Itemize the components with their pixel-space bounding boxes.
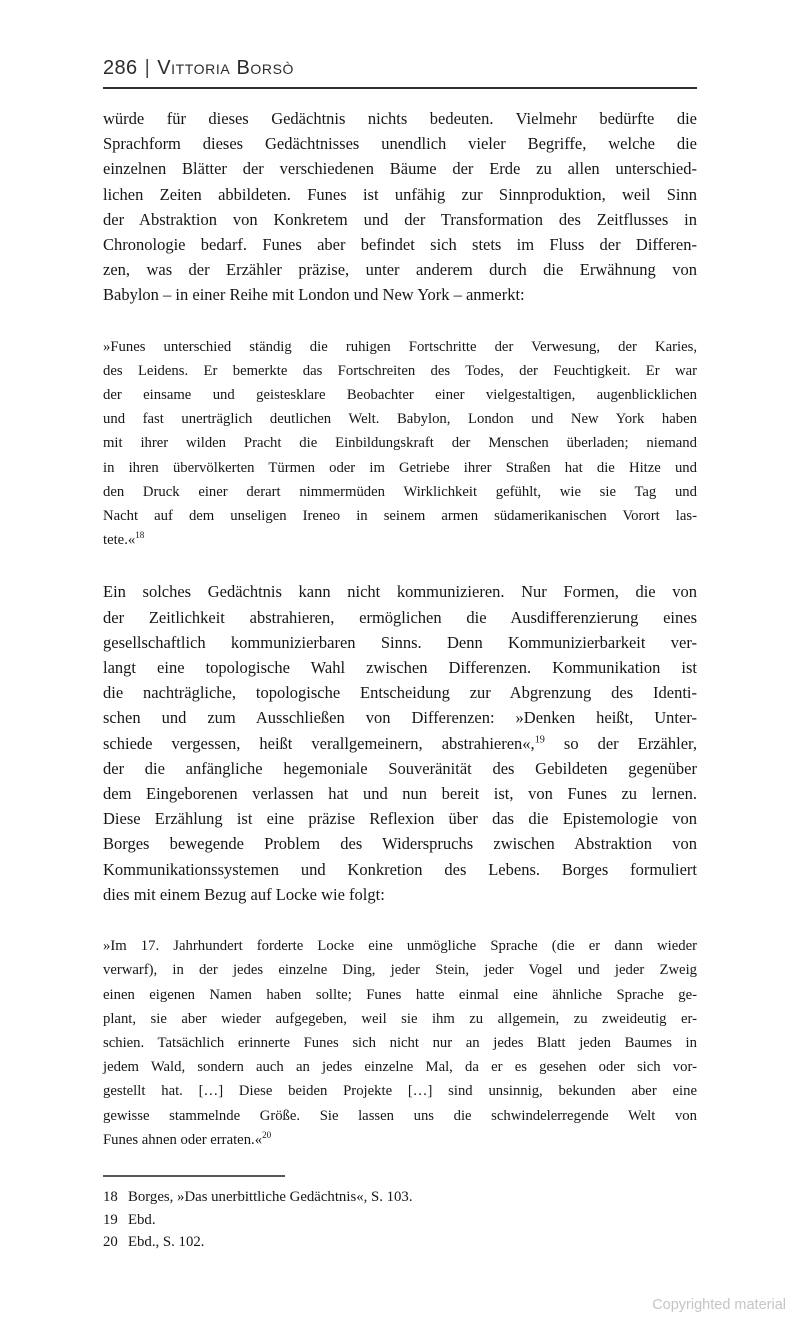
block-quote (103, 934, 697, 1152)
page-body (103, 106, 697, 1152)
text-line: die nachträgliche, topologische Entscheidung zur Abgrenzung des Identi- (103, 683, 697, 703)
footnote-number: 19 (103, 1211, 118, 1228)
text-line: langt eine topologische Wahl zwischen Differenzen. Kommunikation ist (103, 658, 697, 678)
header-rule (103, 87, 697, 89)
text-line: und fast unerträglich deutlichen Welt. Babylon, London und New York haben (103, 411, 697, 428)
text-line: Diese Erzählung ist eine präzise Reflexion über das die Epistemologie von (103, 809, 697, 829)
text-line: Borges bewegende Problem des Widerspruchs zwischen Abstraktion von (103, 834, 697, 854)
footnote-reference: 18 (135, 530, 145, 541)
text-line: »Im 17. Jahrhundert forderte Locke eine unmögliche Sprache (die er dann wieder (103, 938, 697, 955)
text-line: der Zeitlichkeit abstrahieren, ermöglichen die Ausdifferenzierung eines (103, 607, 697, 627)
text-line: Nacht auf dem unseligen Ireneo in seinem armen südamerikanischen Vorort las- (103, 508, 697, 525)
text-line: in ihren übervölkerten Türmen oder im Getriebe ihrer Straßen hat die Hitze und (103, 459, 697, 476)
text-line: lichen Zeiten abbildeten. Funes ist unfähig zur Sinnproduktion, weil Sinn (103, 184, 697, 204)
text-line: tete.«$^{18}$ (103, 530, 145, 549)
text-line: der Abstraktion von Konkretem und der Transformation des Zeitflusses in (103, 209, 697, 229)
text-line: Funes ahnen oder erraten.«$^{20}$ (103, 1129, 272, 1148)
footnote-reference: 19 (534, 734, 545, 746)
footnote-text: Ebd., S. 102. (128, 1234, 205, 1251)
text-line: Chronologie bedarf. Funes aber befindet sich stets im Fluss der Differen- (103, 235, 697, 255)
header-separator: | (144, 57, 151, 79)
text-line: einen eigenen Namen haben sollte; Funes hatte einmal eine ähnliche Sprache ge- (103, 986, 697, 1003)
text-line: Ein solches Gedächtnis kann nicht kommunizieren. Nur Formen, die von (103, 582, 697, 602)
block-quote (103, 335, 697, 553)
footnote (103, 1186, 697, 1209)
text-line: der die anfängliche hegemoniale Souveränität des Gebildeten gegenüber (103, 758, 697, 778)
text-line: schen und zum Ausschließen von Differenzen: »Denken heißt, Unter- (103, 708, 697, 728)
text-line: dem Eingeborenen verlassen hat und nun bereit ist, von Funes zu lernen. (103, 784, 697, 804)
text-line: jedem Wald, sondern auch an jedes einzelne Mal, da er es gesehen oder sich vor- (103, 1059, 697, 1076)
text-line: schiede vergessen, heißt verallgemeinern, abstrahieren«,$^{19}$ so der Erzähler, (103, 733, 697, 753)
footnote-number: 18 (103, 1188, 118, 1205)
text-line: würde für dieses Gedächtnis nichts bedeuten. Vielmehr bedürfte die (103, 109, 697, 128)
footnote (103, 1209, 697, 1232)
text-line: Babylon – in einer Reihe mit London und New York – anmerkt: (103, 285, 525, 305)
text-line: gestellt hat. […] Diese beiden Projekte […] sind unsinnig, bekunden aber eine (103, 1083, 697, 1100)
footnote-reference: 20 (262, 1129, 272, 1140)
text-line: zen, was der Erzähler präzise, unter anderem durch die Erwähnung von (103, 260, 697, 280)
text-line: schien. Tatsächlich erinnerte Funes sich nicht nur an jedes Blatt jeden Baumes in (103, 1034, 697, 1051)
text-line: gewisse stammelnde Größe. Sie lassen uns die schwindelerregende Welt von (103, 1107, 697, 1124)
page-number: 286 (103, 57, 138, 79)
text-line: Sprachform dieses Gedächtnisses unendlich vieler Begriffe, welche die (103, 134, 697, 154)
text-line: mit ihrer wilden Pracht die Einbildungskraft der Menschen überladen; niemand (103, 435, 697, 452)
text-line: plant, sie aber wieder aufgegeben, weil sie ihm zu allgemein, zu zweideutig er- (103, 1010, 697, 1027)
text-line: des Leidens. Er bemerkte das Fortschreiten des Todes, der Feuchtigkeit. Er war (103, 362, 697, 379)
text-line: der einsame und geistesklare Beobachter einer vielgestaltigen, augenblicklichen (103, 387, 697, 404)
footnote-number: 20 (103, 1234, 118, 1251)
text-line: Kommunikationssystemen und Konkretion des Lebens. Borges formuliert (103, 859, 697, 879)
text-line: dies mit einem Bezug auf Locke wie folgt: (103, 884, 385, 904)
copyright-watermark: Copyrighted material (652, 1297, 786, 1313)
footnotes-section (103, 1175, 697, 1254)
body-paragraph (103, 579, 697, 907)
text-line: verwarf), in der jedes einzelne Ding, jeder Stein, jeder Vogel und jeder Zweig (103, 962, 697, 979)
footnote-text: Ebd. (128, 1211, 156, 1228)
body-paragraph (103, 106, 697, 308)
footnote-text: Borges, »Das unerbittliche Gedächtnis«, S. 103. (128, 1188, 413, 1205)
running-head (103, 56, 697, 80)
text-line: gesellschaftlich kommunizierbaren Sinns. Denn Kommunizierbarkeit ver- (103, 632, 697, 652)
running-head-author: Vittoria Borsò (157, 57, 295, 79)
text-line: einzelnen Blätter der verschiedenen Bäume der Erde zu allen unterschied- (103, 159, 697, 179)
text-line: »Funes unterschied ständig die ruhigen Fortschritte der Verwesung, der Karies, (103, 338, 697, 355)
footnote (103, 1231, 697, 1254)
text-line: den Druck einer derart nimmermüden Wirklichkeit gefühlt, wie sie Tag und (103, 483, 697, 500)
footnote-separator-rule (103, 1175, 285, 1177)
